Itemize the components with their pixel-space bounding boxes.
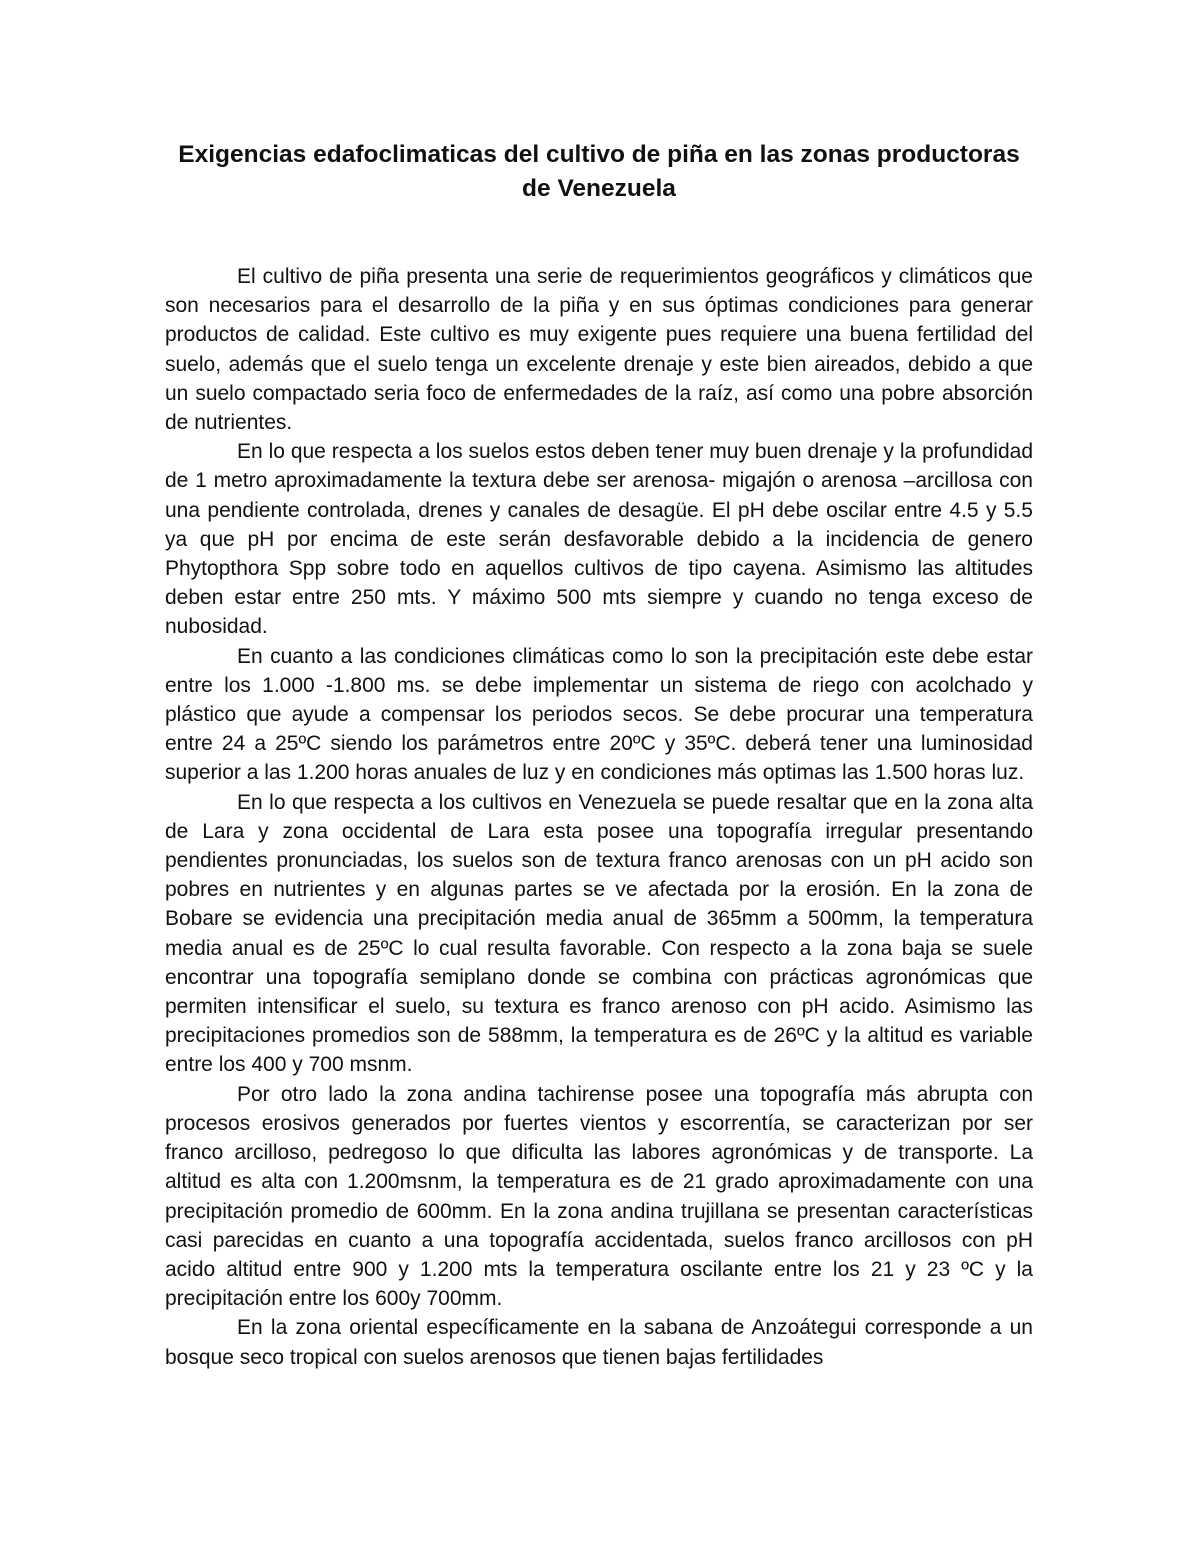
document-body <box>165 262 1033 1372</box>
paragraph-4: En lo que respecta a los cultivos en Venezuela se puede resaltar que en la zona alta de Lara y zona occidental de Lara esta posee una topografía irregular presentando pendientes pronunciadas, los suelos son de textura franco arenosas con un pH acido son pobres en nutrientes y en algunas partes se ve afectada por la erosión. En la zona de Bobare se evidencia una precipitación media anual de 365mm a 500mm, la temperatura media anual es de 25ºC lo cual resulta favorable. Con respecto a la zona baja se suele encontrar una topografía semiplano donde se combina con prácticas agronómicas que permiten intensificar el suelo, su textura es franco arenoso con pH acido. Asimismo las precipitaciones promedios son de 588mm, la temperatura es de 26ºC y la altitud es variable entre los 400 y 700 msnm. <box>165 790 1033 1077</box>
document-page <box>165 138 1033 1372</box>
document-title: Exigencias edafoclimaticas del cultivo de piña en las zonas productoras de Venezuela <box>178 141 1020 202</box>
paragraph-2: En lo que respecta a los suelos estos deben tener muy buen drenaje y la profundidad de 1 metro aproximadamente la textura debe ser arenosa- migajón o arenosa –arcillosa con una pendiente controlada, drenes y canales de desagüe. El pH debe oscilar entre 4.5 y 5.5 ya que pH por encima de este serán desfavorable debido a la incidencia de genero Phytopthora Spp sobre todo en aquellos cultivos de tipo cayena. Asimismo las altitudes deben estar entre 250 mts. Y máximo 500 mts siempre y cuando no tenga exceso de nubosidad. <box>165 440 1033 639</box>
paragraph-3: En cuanto a las condiciones climáticas como lo son la precipitación este debe estar entre los 1.000 -1.800 ms. se debe implementar un sistema de riego con acolchado y plástico que ayude a compensar los periodos secos. Se debe procurar una temperatura entre 24 a 25ºC siendo los parámetros entre 20ºC y 35ºC. deberá tener una luminosidad superior a las 1.200 horas anuales de luz y en condiciones más optimas las 1.500 horas luz. <box>165 644 1033 785</box>
paragraph-1: El cultivo de piña presenta una serie de requerimientos geográficos y climáticos que son necesarios para el desarrollo de la piña y en sus óptimas condiciones para generar productos de calidad. Este cultivo es muy exigente pues requiere una buena fertilidad del suelo, además que el suelo tenga un excelente drenaje y este bien aireados, debido a que un suelo compactado seria foco de enfermedades de la raíz, así como una pobre absorción de nutrientes. <box>165 265 1033 435</box>
paragraph-5: Por otro lado la zona andina tachirense posee una topografía más abrupta con procesos erosivos generados por fuertes vientos y escorrentía, se caracterizan por ser franco arcilloso, pedregoso lo que dificulta las labores agronómicas y de transporte. La altitud es alta con 1.200msnm, la temperatura es de 21 grado aproximadamente con una precipitación promedio de 600mm. En la zona andina trujillana se presentan características casi parecidas en cuanto a una topografía accidentada, suelos franco arcillosos con pH acido altitud entre 900 y 1.200 mts la temperatura oscilante entre los 21 y 23 ºC y la precipitación entre los 600y 700mm. <box>165 1082 1033 1311</box>
paragraph-6: En la zona oriental específicamente en la sabana de Anzoátegui corresponde a un bosque seco tropical con suelos arenosos que tienen bajas fertilidades <box>165 1316 1033 1369</box>
